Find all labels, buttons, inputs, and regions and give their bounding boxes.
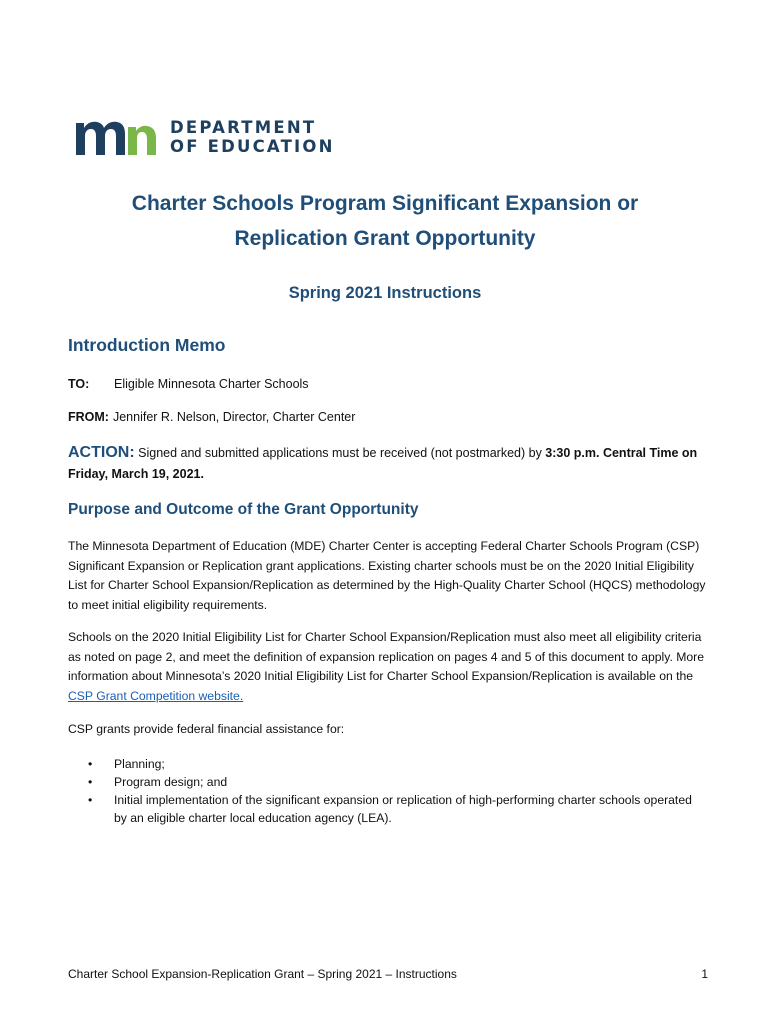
page-number: 1 xyxy=(701,967,708,981)
list-item-text: Program design; and xyxy=(114,775,228,789)
bullet-icon: • xyxy=(88,757,93,771)
bullet-icon: • xyxy=(88,775,93,789)
paragraph-2 xyxy=(68,628,708,706)
memo-to-row xyxy=(68,377,309,391)
intro-heading: Introduction Memo xyxy=(68,335,226,355)
mde-logo xyxy=(76,116,335,158)
list-item xyxy=(88,791,708,827)
purpose-heading: Purpose and Outcome of the Grant Opportunity xyxy=(68,501,419,518)
csp-grant-competition-link[interactable]: CSP Grant Competition website. xyxy=(68,688,244,703)
list-item xyxy=(88,755,708,773)
list-item-text: Planning; xyxy=(114,757,165,771)
action-label: ACTION: xyxy=(68,444,135,461)
action-statement xyxy=(68,442,708,485)
footer-text: Charter School Expansion-Replication Grant – Spring 2021 – Instructions xyxy=(68,967,457,981)
title-line-2: Replication Grant Opportunity xyxy=(234,227,536,250)
logo-line-1: DEPARTMENT xyxy=(170,118,317,137)
bullet-list xyxy=(88,755,708,827)
page-footer xyxy=(68,967,708,981)
list-item-text: Initial implementation of the significant expansion or replication of high-performing charter schools operated by an eligible charter local education agency (LEA). xyxy=(114,793,692,825)
paragraph-2-text: Schools on the 2020 Initial Eligibility List for Charter School Expansion/Replication must also meet all eligibility criteria as noted on page 2, and meet the definition of expansion replication on pages 4 and 5 of this document to apply. More information about Minnesota’s 2020 Initial Eligibility List for Charter School Expansion/Replication is available on the xyxy=(68,630,704,683)
action-deadline: 3:30 p.m. Central Time on Friday, March 19, 2021. xyxy=(68,446,698,481)
action-text: Signed and submitted applications must be received (not postmarked) by xyxy=(134,446,546,460)
bullet-icon: • xyxy=(88,793,93,807)
logo-wordmark xyxy=(170,118,335,156)
memo-from-value: Jennifer R. Nelson, Director, Charter Center xyxy=(112,410,356,424)
list-item xyxy=(88,773,708,791)
document-title xyxy=(0,186,770,256)
memo-to-value: Eligible Minnesota Charter Schools xyxy=(114,377,309,391)
document-subtitle: Spring 2021 Instructions xyxy=(288,284,482,302)
title-line-1: Charter Schools Program Significant Expansion or xyxy=(131,192,639,215)
mn-logo-icon xyxy=(76,119,156,155)
logo-line-2: OF EDUCATION xyxy=(170,137,335,156)
memo-to-label: TO: xyxy=(68,377,90,391)
paragraph-1: The Minnesota Department of Education (MDE) Charter Center is accepting Federal Charter Schools Program (CSP) Significant Expansion or Replication grant applications. Existing charter schools must be on the 2020 Initial Eligibility List for Charter School Expansion/Replication as determined by the High-Quality Charter School (HQCS) methodology to meet initial eligibility requirements. xyxy=(68,539,706,612)
memo-from-label: FROM: xyxy=(68,410,109,424)
paragraph-3: CSP grants provide federal financial assistance for: xyxy=(68,722,345,736)
memo-from-row xyxy=(68,410,355,424)
